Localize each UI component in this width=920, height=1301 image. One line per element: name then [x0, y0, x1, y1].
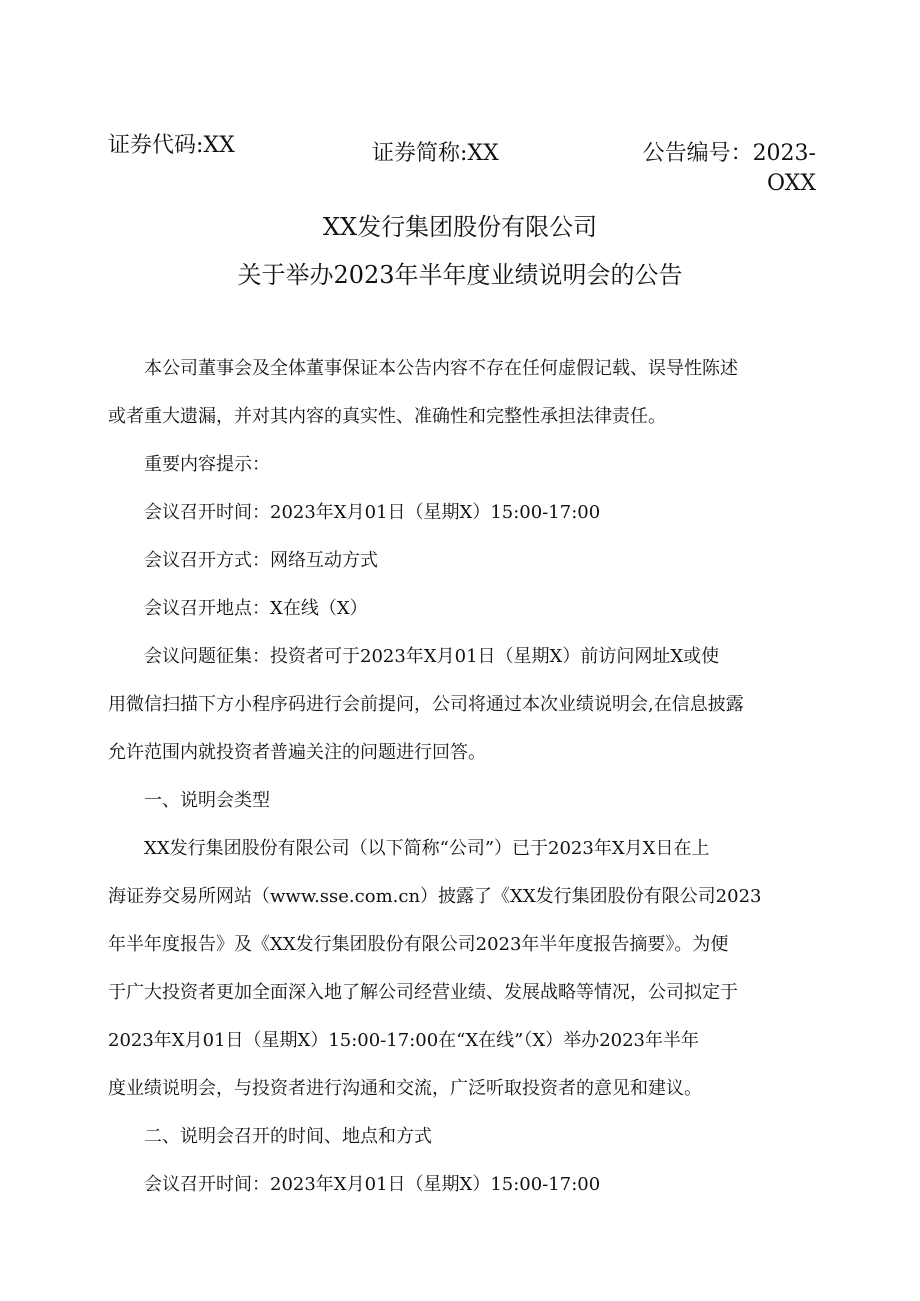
announcement-number-line1: 公告编号：2023-: [642, 141, 816, 166]
body-line: 或者重大遗漏，并对其内容的真实性、准确性和完整性承担法律责任。: [108, 406, 666, 427]
body-line: 会议召开时间：2023年X月01日（星期X）15:00-17:00: [108, 502, 601, 523]
announcement-number: [628, 139, 816, 199]
body-line: 会议召开方式：网络互动方式: [108, 550, 378, 571]
company-title: XX发行集团股份有限公司: [322, 213, 598, 241]
body-line: 会议召开时间：2023年X月01日（星期X）15:00-17:00: [108, 1174, 601, 1195]
body-line: 度业绩说明会，与投资者进行沟通和交流，广泛听取投资者的意见和建议。: [108, 1078, 702, 1099]
body-line: XX发行集团股份有限公司（以下简称“公司”）已于2023年X月X日在上: [108, 838, 710, 859]
body-line: 年半年度报告》及《XX发行集团股份有限公司2023年半年度报告摘要》。为便: [108, 934, 729, 955]
security-abbreviation: 证券简称:XX: [372, 141, 499, 166]
body-line: 本公司董事会及全体董事保证本公告内容不存在任何虚假记载、误导性陈述: [108, 358, 738, 379]
body-line: 二、说明会召开的时间、地点和方式: [108, 1126, 432, 1147]
security-code: 证券代码:XX: [108, 133, 235, 158]
announcement-number-line2: OXX: [767, 171, 816, 196]
body-line: 允许范围内就投资者普遍关注的问题进行回答。: [108, 742, 486, 763]
document-body: [108, 345, 816, 1209]
body-line: 会议问题征集：投资者可于2023年X月01日（星期X）前访问网址X或使: [108, 646, 720, 667]
body-line: 用微信扫描下方小程序码进行会前提问，公司将通过本次业绩说明会,在信息披露: [108, 694, 744, 715]
body-line: 一、说明会类型: [108, 790, 270, 811]
body-line: 重要内容提示：: [108, 454, 270, 475]
announcement-title: 关于举办2023年半年度业绩说明会的公告: [237, 261, 683, 289]
body-line: 于广大投资者更加全面深入地了解公司经营业绩、发展战略等情况，公司拟定于: [108, 982, 738, 1003]
body-line: 海证券交易所网站（www.sse.com.cn）披露了《XX发行集团股份有限公司2023: [108, 886, 762, 907]
body-line: 2023年X月01日（星期X）15:00-17:00在“X在线”（X）举办2023年半年: [108, 1030, 700, 1051]
body-line: 会议召开地点：X在线（X）: [108, 598, 368, 619]
